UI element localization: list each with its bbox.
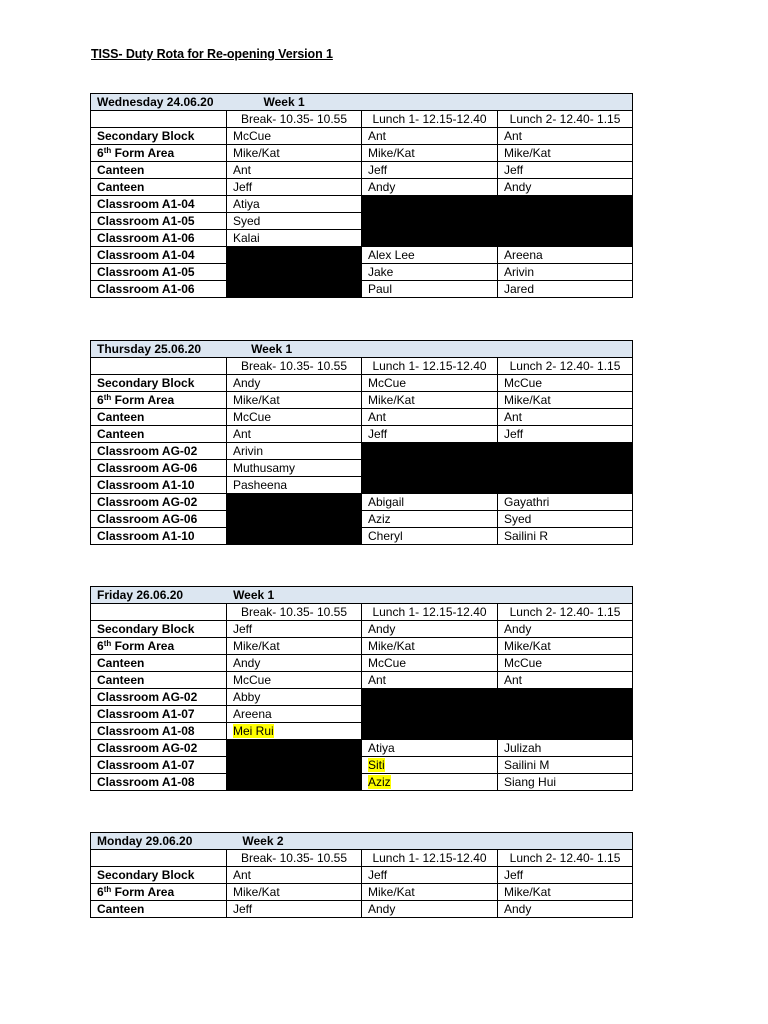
table-row [91, 621, 633, 638]
corner-cell [91, 850, 227, 867]
staff-name: Jeff [368, 427, 388, 441]
staff-name: Mike/Kat [233, 639, 280, 653]
staff-cell [362, 392, 498, 409]
staff-name: Alex Lee [368, 248, 415, 262]
staff-cell [498, 511, 633, 528]
staff-name: Mike/Kat [504, 146, 551, 160]
staff-cell [227, 409, 362, 426]
staff-name: Sailini M [504, 758, 550, 772]
staff-cell [498, 162, 633, 179]
location-cell: Secondary Block [91, 128, 227, 145]
staff-cell [227, 621, 362, 638]
column-header: Break- 10.35- 10.55 [227, 111, 362, 128]
location-cell: Classroom A1-04 [91, 196, 227, 213]
week-label: Week 2 [242, 834, 284, 848]
column-header: Break- 10.35- 10.55 [227, 850, 362, 867]
staff-cell [362, 511, 498, 528]
staff-cell [498, 281, 633, 298]
staff-cell [362, 426, 498, 443]
table-row [91, 128, 633, 145]
staff-name: Mike/Kat [233, 885, 280, 899]
table-row [91, 281, 633, 298]
staff-name: Ant [504, 410, 523, 424]
staff-cell [227, 477, 362, 494]
location-cell: 6th Form Area [91, 884, 227, 901]
staff-cell [227, 196, 362, 213]
column-header: Lunch 2- 12.40- 1.15 [498, 358, 633, 375]
staff-name: McCue [368, 376, 407, 390]
blocked-cell [362, 706, 498, 723]
staff-name: Ant [504, 673, 523, 687]
blocked-cell [498, 477, 633, 494]
staff-cell [498, 392, 633, 409]
staff-cell [362, 757, 498, 774]
staff-cell [498, 884, 633, 901]
column-header-row [91, 850, 633, 867]
table-row [91, 672, 633, 689]
blocked-cell [362, 213, 498, 230]
column-header-row [91, 358, 633, 375]
staff-name: Jeff [504, 427, 524, 441]
staff-cell [362, 867, 498, 884]
staff-cell [227, 443, 362, 460]
table-row [91, 884, 633, 901]
location-cell: Canteen [91, 179, 227, 196]
blocked-cell [227, 511, 362, 528]
staff-cell [362, 145, 498, 162]
staff-cell [362, 409, 498, 426]
blocked-cell [498, 460, 633, 477]
staff-name: Jake [368, 265, 394, 279]
column-header: Lunch 2- 12.40- 1.15 [498, 111, 633, 128]
blocked-cell [362, 196, 498, 213]
staff-cell [227, 213, 362, 230]
column-header-row [91, 604, 633, 621]
staff-name: Ant [233, 868, 252, 882]
column-header: Lunch 1- 12.15-12.40 [362, 604, 498, 621]
staff-cell [227, 460, 362, 477]
table-row [91, 901, 633, 918]
staff-name: Sailini R [504, 529, 549, 543]
staff-name: Arivin [504, 265, 535, 279]
staff-cell [498, 655, 633, 672]
staff-cell [498, 247, 633, 264]
staff-name: Ant [504, 129, 523, 143]
table-row [91, 706, 633, 723]
staff-cell [498, 638, 633, 655]
staff-cell [362, 901, 498, 918]
blocked-cell [498, 213, 633, 230]
staff-name: Andy [233, 656, 261, 670]
location-cell: Classroom A1-07 [91, 706, 227, 723]
staff-cell [362, 128, 498, 145]
staff-cell [227, 655, 362, 672]
table-row [91, 494, 633, 511]
staff-cell [498, 145, 633, 162]
staff-cell [362, 672, 498, 689]
table-row [91, 409, 633, 426]
staff-cell [498, 757, 633, 774]
table-row [91, 689, 633, 706]
staff-cell [498, 528, 633, 545]
table-row [91, 723, 633, 740]
staff-cell [227, 162, 362, 179]
staff-cell [227, 392, 362, 409]
rota-table [90, 93, 633, 298]
staff-cell [362, 179, 498, 196]
day-header-cell [91, 833, 633, 850]
location-cell: Canteen [91, 426, 227, 443]
staff-name: Muthusamy [233, 461, 296, 475]
blocked-cell [498, 443, 633, 460]
table-row [91, 638, 633, 655]
staff-cell [498, 774, 633, 791]
table-row [91, 511, 633, 528]
staff-cell [498, 409, 633, 426]
staff-name: Aziz [368, 512, 391, 526]
blocked-cell [227, 757, 362, 774]
blocked-cell [498, 723, 633, 740]
location-cell: Classroom AG-02 [91, 494, 227, 511]
week-label: Week 1 [263, 95, 305, 109]
staff-cell [362, 884, 498, 901]
location-cell: Classroom A1-10 [91, 477, 227, 494]
staff-cell [362, 528, 498, 545]
staff-name: Mike/Kat [504, 393, 551, 407]
staff-name: Abigail [368, 495, 405, 509]
column-header: Lunch 1- 12.15-12.40 [362, 358, 498, 375]
blocked-cell [498, 706, 633, 723]
staff-cell [227, 145, 362, 162]
staff-name: McCue [504, 376, 543, 390]
table-row [91, 655, 633, 672]
staff-name: Mike/Kat [368, 885, 415, 899]
blocked-cell [227, 494, 362, 511]
staff-cell [227, 672, 362, 689]
column-header: Lunch 2- 12.40- 1.15 [498, 850, 633, 867]
day-header-cell [91, 341, 633, 358]
staff-cell [227, 638, 362, 655]
blocked-cell [227, 740, 362, 757]
staff-cell [498, 375, 633, 392]
staff-name: Jeff [368, 868, 388, 882]
blocked-cell [362, 477, 498, 494]
staff-name: Ant [233, 427, 252, 441]
location-cell: Classroom A1-05 [91, 264, 227, 281]
column-header: Lunch 2- 12.40- 1.15 [498, 604, 633, 621]
table-row [91, 196, 633, 213]
location-cell: Classroom AG-02 [91, 689, 227, 706]
staff-cell [227, 867, 362, 884]
staff-name: McCue [233, 410, 272, 424]
staff-name: Arivin [233, 444, 264, 458]
column-header: Break- 10.35- 10.55 [227, 358, 362, 375]
staff-cell [498, 901, 633, 918]
staff-name: Mike/Kat [233, 146, 280, 160]
staff-name: Ant [233, 163, 252, 177]
blocked-cell [498, 196, 633, 213]
staff-name: Atiya [368, 741, 395, 755]
staff-name: Andy [504, 180, 532, 194]
corner-cell [91, 604, 227, 621]
table-row [91, 867, 633, 884]
staff-cell [498, 867, 633, 884]
staff-cell [227, 230, 362, 247]
staff-name: Ant [368, 673, 387, 687]
staff-name: Gayathri [504, 495, 550, 509]
staff-cell [498, 426, 633, 443]
corner-cell [91, 111, 227, 128]
day-label: Monday 29.06.20 [97, 834, 193, 848]
staff-cell [227, 375, 362, 392]
location-cell: Canteen [91, 901, 227, 918]
location-cell: Canteen [91, 672, 227, 689]
day-label: Friday 26.06.20 [97, 588, 184, 602]
table-row [91, 145, 633, 162]
blocked-cell [227, 264, 362, 281]
corner-cell [91, 358, 227, 375]
staff-name: Paul [368, 282, 393, 296]
week-label: Week 1 [251, 342, 293, 356]
blocked-cell [362, 443, 498, 460]
blocked-cell [362, 230, 498, 247]
blocked-cell [227, 528, 362, 545]
staff-name: McCue [504, 656, 543, 670]
staff-cell [362, 375, 498, 392]
blocked-cell [227, 281, 362, 298]
column-header: Lunch 1- 12.15-12.40 [362, 111, 498, 128]
blocked-cell [498, 230, 633, 247]
day-header-row [91, 587, 633, 604]
table-row [91, 179, 633, 196]
table-row [91, 264, 633, 281]
day-header-row [91, 341, 633, 358]
table-row [91, 247, 633, 264]
staff-cell [362, 494, 498, 511]
blocked-cell [362, 689, 498, 706]
staff-name: Siang Hui [504, 775, 557, 789]
staff-name: Jeff [504, 868, 524, 882]
week-label: Week 1 [233, 588, 275, 602]
staff-name: Syed [504, 512, 532, 526]
location-cell: Canteen [91, 655, 227, 672]
staff-name: Jeff [368, 163, 388, 177]
staff-name: Syed [233, 214, 261, 228]
staff-name: Mike/Kat [368, 639, 415, 653]
location-cell: 6th Form Area [91, 392, 227, 409]
table-row [91, 460, 633, 477]
blocked-cell [498, 689, 633, 706]
day-header-row [91, 94, 633, 111]
staff-name: Abby [233, 690, 261, 704]
staff-name: Mike/Kat [368, 146, 415, 160]
day-header-cell [91, 587, 633, 604]
staff-name: Kalai [233, 231, 260, 245]
staff-cell [362, 740, 498, 757]
staff-name: Mike/Kat [504, 885, 551, 899]
staff-cell [227, 706, 362, 723]
staff-name: Ant [368, 129, 387, 143]
rota-table [90, 340, 633, 545]
staff-cell [498, 179, 633, 196]
day-label: Thursday 25.06.20 [97, 342, 202, 356]
staff-name: Andy [504, 902, 532, 916]
staff-name: Andy [233, 376, 261, 390]
staff-name: Areena [233, 707, 272, 721]
column-header: Lunch 1- 12.15-12.40 [362, 850, 498, 867]
staff-cell [227, 426, 362, 443]
staff-cell [498, 672, 633, 689]
staff-cell [227, 689, 362, 706]
staff-cell [362, 774, 498, 791]
staff-cell [227, 901, 362, 918]
staff-cell [227, 179, 362, 196]
location-cell: Classroom A1-10 [91, 528, 227, 545]
staff-name: Cheryl [368, 529, 403, 543]
column-header: Break- 10.35- 10.55 [227, 604, 362, 621]
location-cell: Classroom A1-05 [91, 213, 227, 230]
location-cell: Classroom A1-08 [91, 723, 227, 740]
rota-table [90, 832, 633, 918]
staff-cell [362, 162, 498, 179]
blocked-cell [362, 723, 498, 740]
table-row [91, 740, 633, 757]
rota-table [90, 586, 633, 791]
staff-cell [362, 655, 498, 672]
table-row [91, 162, 633, 179]
staff-name: Pasheena [233, 478, 288, 492]
day-label: Wednesday 24.06.20 [97, 95, 214, 109]
location-cell: Classroom A1-06 [91, 230, 227, 247]
staff-name: Julizah [504, 741, 542, 755]
location-cell: Classroom AG-02 [91, 443, 227, 460]
staff-name: Ant [368, 410, 387, 424]
location-cell: Secondary Block [91, 867, 227, 884]
location-cell: Classroom A1-08 [91, 774, 227, 791]
staff-name: Jared [504, 282, 535, 296]
blocked-cell [227, 247, 362, 264]
staff-name: McCue [233, 673, 272, 687]
table-row [91, 477, 633, 494]
staff-name: Mike/Kat [368, 393, 415, 407]
blocked-cell [362, 460, 498, 477]
table-row [91, 213, 633, 230]
document-title: TISS- Duty Rota for Re-opening Version 1 [91, 47, 333, 61]
location-cell: Classroom A1-06 [91, 281, 227, 298]
table-row [91, 528, 633, 545]
staff-cell [227, 723, 362, 740]
staff-name: Aziz [368, 775, 391, 789]
location-cell: Classroom A1-04 [91, 247, 227, 264]
location-cell: Classroom AG-06 [91, 511, 227, 528]
location-cell: Classroom A1-07 [91, 757, 227, 774]
staff-cell [362, 638, 498, 655]
staff-name: Mike/Kat [233, 393, 280, 407]
staff-cell [498, 264, 633, 281]
staff-name: Mike/Kat [504, 639, 551, 653]
staff-name: McCue [368, 656, 407, 670]
location-cell: Classroom AG-06 [91, 460, 227, 477]
staff-cell [362, 247, 498, 264]
staff-name: Jeff [233, 180, 253, 194]
staff-cell [362, 621, 498, 638]
location-cell: Canteen [91, 162, 227, 179]
staff-name: Jeff [233, 902, 253, 916]
table-row [91, 230, 633, 247]
location-cell: Secondary Block [91, 375, 227, 392]
table-row [91, 375, 633, 392]
staff-name: Andy [368, 902, 396, 916]
staff-name: Mei Rui [233, 724, 274, 738]
staff-name: Andy [368, 180, 396, 194]
table-row [91, 774, 633, 791]
staff-cell [227, 128, 362, 145]
column-header-row [91, 111, 633, 128]
table-row [91, 392, 633, 409]
location-cell: 6th Form Area [91, 145, 227, 162]
staff-name: Andy [368, 622, 396, 636]
table-row [91, 443, 633, 460]
staff-name: Areena [504, 248, 543, 262]
staff-name: Andy [504, 622, 532, 636]
staff-cell [362, 264, 498, 281]
staff-name: Atiya [233, 197, 260, 211]
day-header-row [91, 833, 633, 850]
table-row [91, 757, 633, 774]
location-cell: Secondary Block [91, 621, 227, 638]
table-row [91, 426, 633, 443]
staff-cell [362, 281, 498, 298]
location-cell: 6th Form Area [91, 638, 227, 655]
staff-name: Siti [368, 758, 385, 772]
day-header-cell [91, 94, 633, 111]
staff-name: Jeff [504, 163, 524, 177]
staff-name: Jeff [233, 622, 253, 636]
blocked-cell [227, 774, 362, 791]
staff-cell [498, 494, 633, 511]
staff-cell [498, 740, 633, 757]
location-cell: Classroom AG-02 [91, 740, 227, 757]
staff-cell [227, 884, 362, 901]
staff-name: McCue [233, 129, 272, 143]
staff-cell [498, 621, 633, 638]
staff-cell [498, 128, 633, 145]
location-cell: Canteen [91, 409, 227, 426]
